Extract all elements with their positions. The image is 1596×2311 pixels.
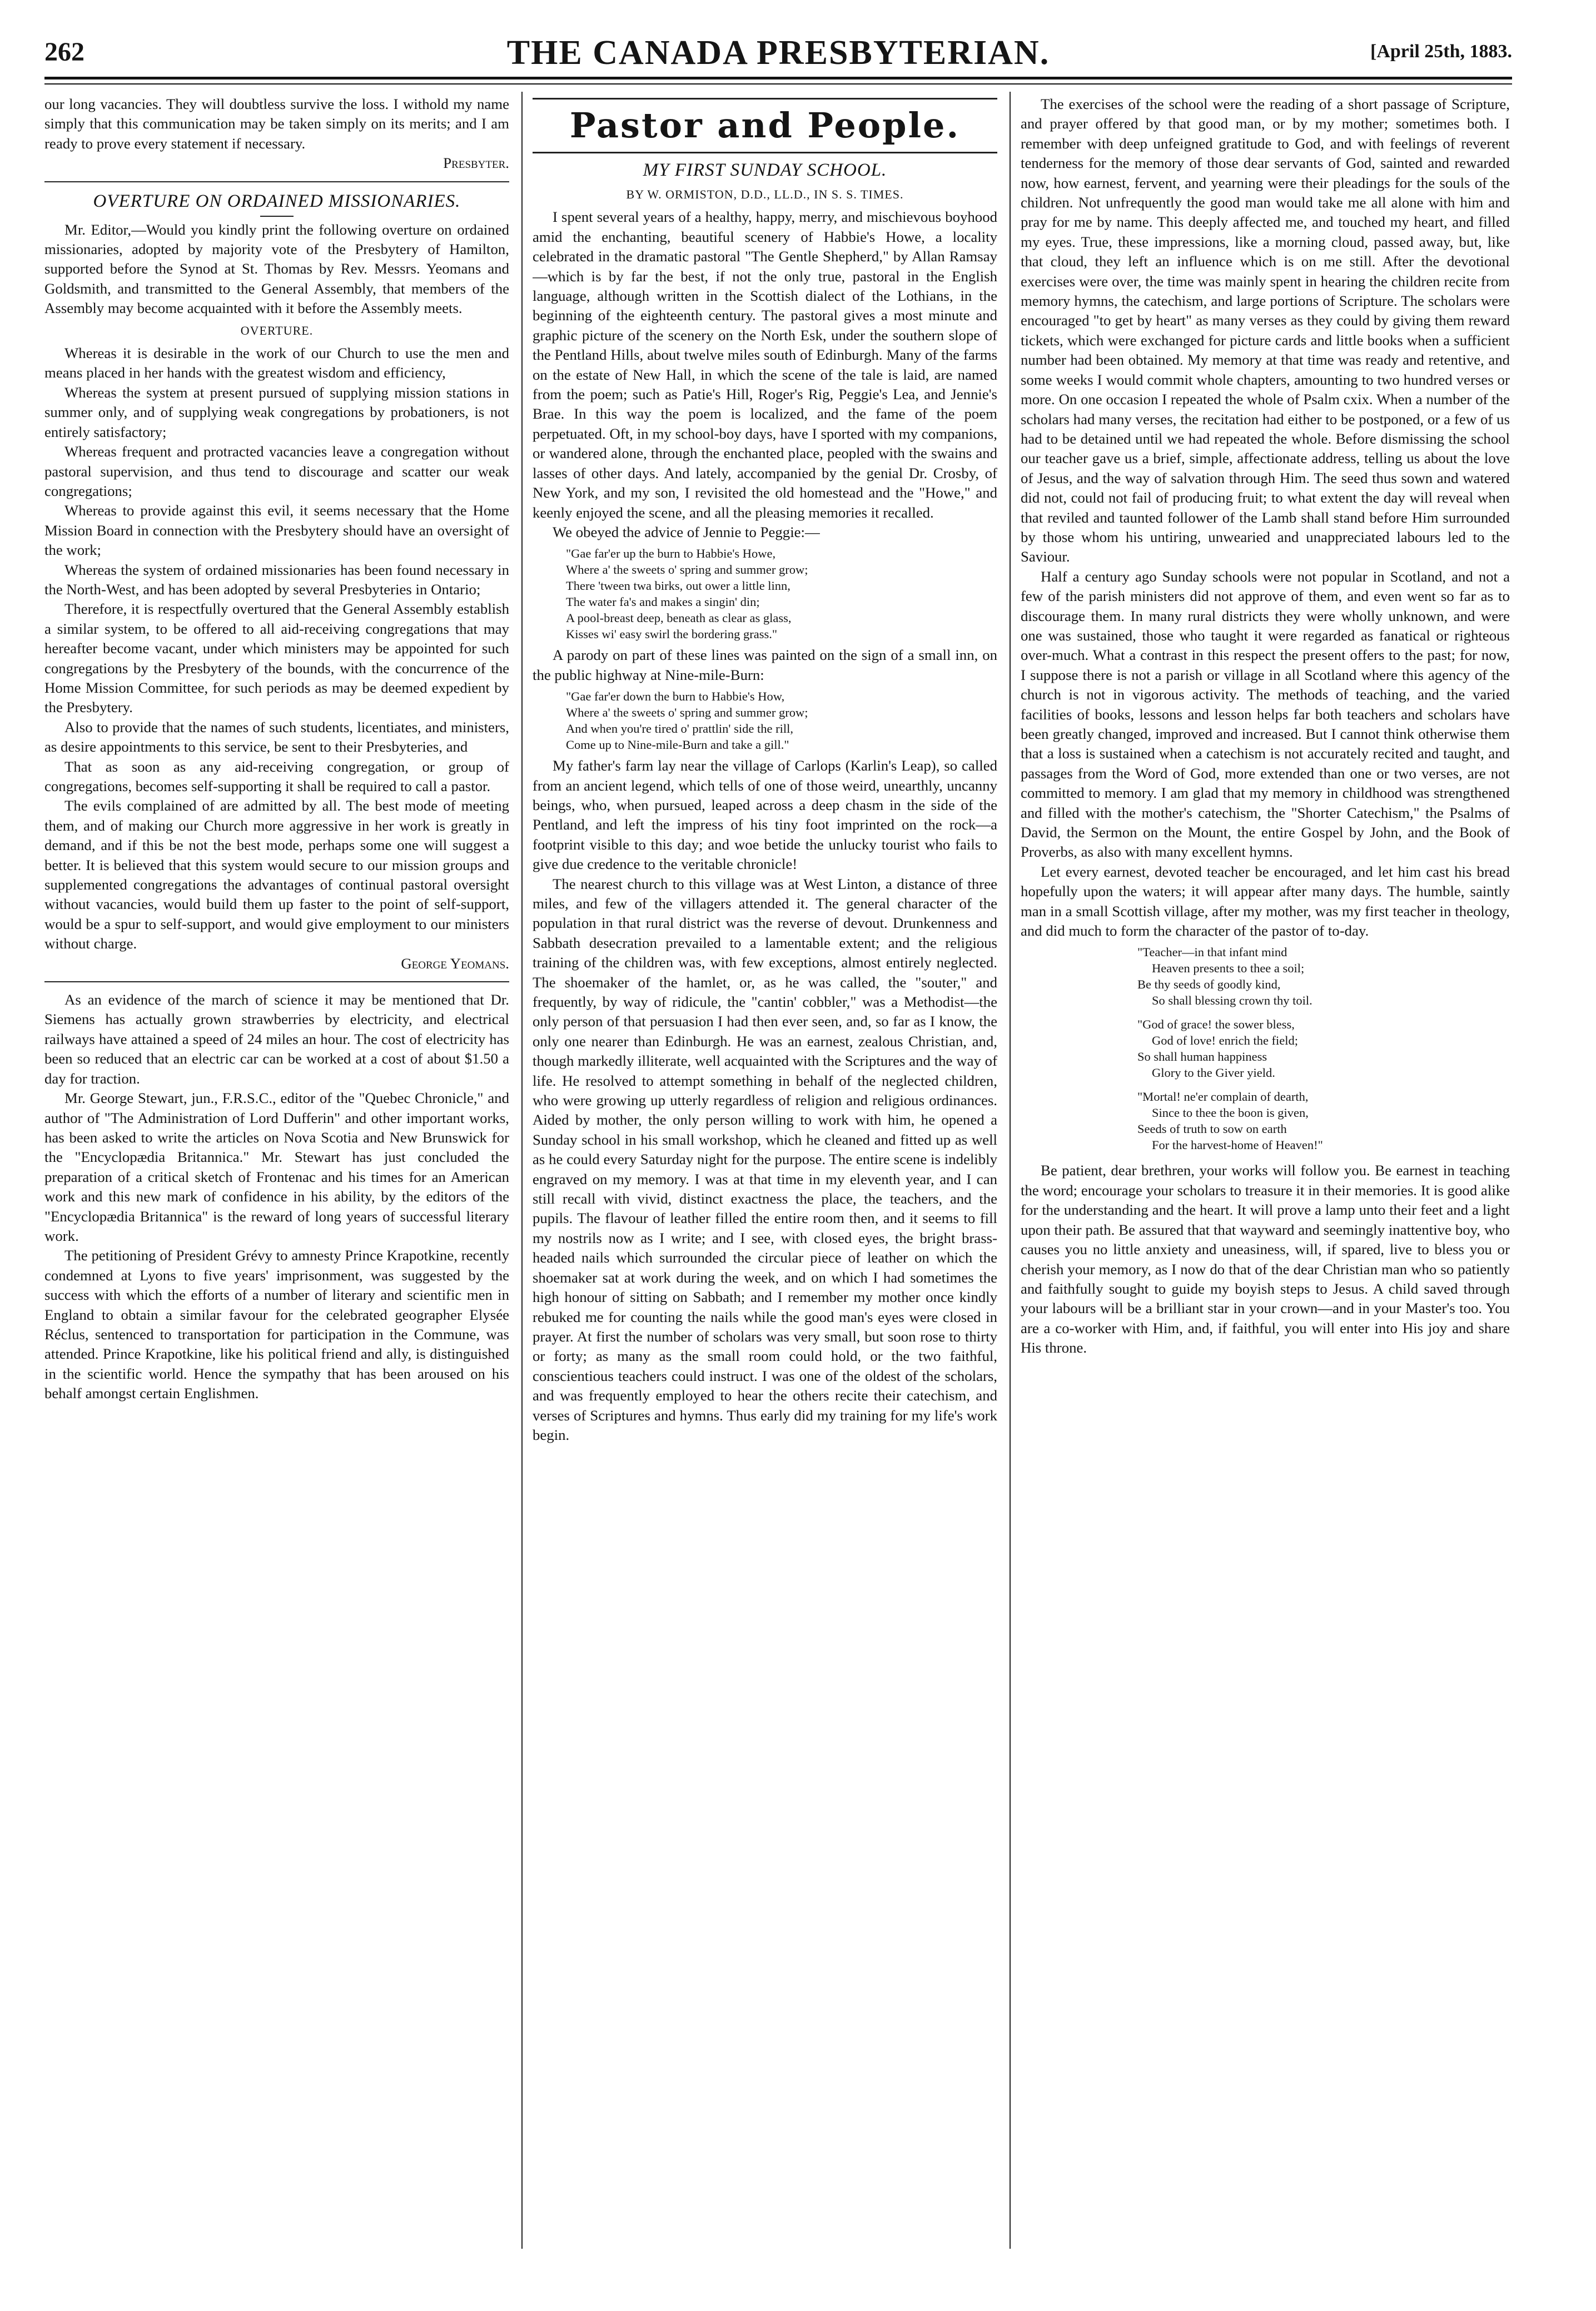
article-paragraph: Whereas to provide against this evil, it seems necessary that the Home Mission Board in connection with the Presbytery should have an oversight of the work; [44,502,509,559]
article-paragraph: My father's farm lay near the village of Carlops (Karlin's Leap), so called from an ancient legend, which tells of one of those weird, unearthly, uncanny beings, who, when pursued, leaped across a deep chasm in the side of the Pentland, and left the impress of his tiny foot imprinted on the rock—a footprint visible to this day; and woe betide the unlucky tourist who fails to give due credence to the veritable chronicle! [533,757,997,873]
article-paragraph: The nearest church to this village was at West Linton, a distance of three miles, and few of the villagers attended it. The general character of the population in that rural district was the reverse of devout. Drunkenness and Sabbath desecration prevailed to a lamentable extent; and the religious training of the children was, with few exceptions, almost entirely neglected. The shoemaker of the hamlet, or, as he was called, the "souter," and frequently, by way of ridicule, the "cantin' cobbler," was a Methodist—the only person of that persuasion I had then ever seen, and, so far as I know, the only one nearer than Edinburgh. He was an earnest, zealous Christian, and, though markedly illiterate, well acquainted with the Scriptures and the way of life. He resolved to attempt something in behalf of the neglected children, who were growing up utterly regardless of religion and religious ordinances. Aided by mother, the only person willing to work with him, he opened a Sunday school in his small workshop, which he cleaned and fitted up as well as he could every Saturday night for the purpose. The entire scene is indelibly engraved on my memory. I was at that time in my eleventh year, and I can still recall with vivid, distinct exactness the place, the teachers, and the pupils. The flavour of leather filled the entire room then, and it seems to fill my nostrils now as I write; and I see, with closed eyes, the bright brass-headed nails which surrounded the circular piece of leather on which the shoemaker sat at work during the week, and on which I had sometimes the high honour of sitting on Sabbath; and I remember my mother once kindly rebuked me for counting the nails while the good man's eyes were closed in prayer. At first the number of scholars was very small, but soon rose to thirty or forty; as many as the small room could hold, or the two faithful, conscientious teachers could instruct. I was one of the oldest of the scholars, and was frequently employed to hear the others recite their catechism, and verses of Scriptures and hymns. Thus early did my training for my life's work begin. [533,875,997,1443]
article-paragraph: Mr. George Stewart, jun., F.R.S.C., editor of the "Quebec Chronicle," and author of "The Administration of Lord Dufferin" and other important works, has been asked to write the articles on Nova Scotia and New Brunswick for the "Encyclopædia Britannica." Mr. Stewart has just concluded the preparation of a critical sketch of Frontenac and his times for an American work and this new mark of confidence in his ability, by the editors of the "Encyclopædia Britannica" is the reward of long years of successful literary work. [44,1090,509,1244]
verse-line: "Teacher—in that infant mind [1137,945,1287,960]
publication-title: THE CANADA PRESBYTERIAN. [506,34,1050,72]
verse-line: Since to thee the boon is given, [1152,1106,1309,1120]
column-middle [533,95,997,2252]
article-paragraph: Mr. Editor,—Would you kindly print the following overture on ordained missionaries, adopted by majority vote of the Presbytery of Hamilton, supported before the Synod at St. Thomas by Rev. Messrs. Yeomans and Goldsmith, and transmitted to the General Assembly, that members of the Assembly may become acquainted with it before the Assembly meets. [44,221,509,317]
verse-line: "Gae far'er up the burn to Habbie's Howe, [566,546,776,561]
verse-line: Kisses wi' easy swirl the bordering grass." [566,627,778,642]
article-paragraph: Also to provide that the names of such students, licentiates, and ministers, as desire appointments to this service, be sent to their Presbyteries, and [44,718,509,756]
verse-line: "Mortal! ne'er complain of dearth, [1137,1090,1309,1104]
column-left [44,95,509,2252]
verse-block [1021,944,1510,1008]
column-rule-1 [521,92,523,2249]
verse-line: God of love! enrich the field; [1152,1033,1299,1048]
verse-block [533,688,997,753]
verse-line: Where a' the sweets o' spring and summer grow; [566,705,808,720]
article-paragraph: The exercises of the school were the reading of a short passage of Scripture, and prayer offered by that good man, or by my mother; sometimes both. I remember with deep unfeigned gratitude to God, and with feelings of reverent tenderness for the memory of those dear servants of God, sainted and rewarded now, how earnest, fervent, and yearning were their pleadings for the souls of the children. Not unfrequently the good man would take me all alone with him and pray for me by name. This deeply affected me, and touched my heart, and filled my eyes. True, these impressions, like a morning cloud, passed away, but, like that cloud, they left an influence which is on me still. After the devotional exercises were over, the time was mainly spent in hearing the children recite from memory hymns, the catechism, and large portions of Scripture. The scholars were encouraged "to get by heart" as many verses as they could by giving them reward tickets, which were exchanged for picture cards and little books when a sufficient number had been obtained. My memory at that time was ready and retentive, and some weeks I would commit whole chapters, amounting to two hundred verses or more. On one occasion I repeated the whole of Psalm cxix. When a number of the scholars had many verses, the recitation had either to be postponed, or a few of us had to be detained until we had repeated the whole. Before dismissing the school our teacher gave us a brief, simple, affectionate address, telling us about the love of Jesus, and the way of salvation through Him. The seed thus sown and watered did not, could not fail of producing fruit; to what extent the day will reveal when that reviled and taunted follower of the Lamb shall stand before Him surrounded by those whom his untiring, unwearied and unappreciated labours led to the Saviour. [1021,96,1510,565]
article-paragraph: As an evidence of the march of science it may be mentioned that Dr. Siemens has actually grown strawberries by electricity, and electrical railways have attained a speed of 24 miles an hour. The cost of electricity has been so reduced that an electric car can be worked at a cost of about $1.50 a day for traction. [44,991,509,1087]
header-rule [44,77,1512,79]
article-title: MY FIRST SUNDAY SCHOOL. [643,160,887,180]
verse-line: Glory to the Giver yield. [1152,1066,1275,1080]
article-paragraph: Whereas the system of ordained missionaries has been found necessary in the North-West, and has been adopted by several Presbyteries in Ontario; [44,561,509,598]
article-paragraph: Be patient, dear brethren, your works will follow you. Be earnest in teaching the word; encourage your scholars to treasure it in their memories. It is good alike for the understanding and the heart. It will prove a lamp unto their feet and a light upon their path. Be assured that that wayward and seemingly inattentive boy, who causes you no little anxiety and uneasiness, will, if spared, live to bless you or cherish your memory, as I now do that of the dear Christian man who so patiently and faithfully sought to guide my boyish steps to Jesus. A child saved through your labours will be a brilliant star in your crown—and in your Master's too. You are a co-worker with Him, and, if faithful, you will enter into His joy and share His throne. [1021,1162,1510,1356]
header-rule-thin [44,83,1512,85]
verse-line: Seeds of truth to sow on earth [1137,1122,1287,1136]
column-right [1021,95,1510,2252]
section-heading: Pastor and People. [533,98,997,153]
article-paragraph: Whereas it is desirable in the work of our Church to use the men and means placed in her hands with the greatest wisdom and efficiency, [44,345,509,381]
verse-line: "Gae far'er down the burn to Habbie's How, [566,689,785,704]
verse-line: There 'tween twa birks, out ower a little linn, [566,579,790,593]
article-paragraph: The petitioning of President Grévy to amnesty Prince Krapotkine, recently condemned at Lyons to five years' imprisonment, was suggested by the success with which the efforts of a number of literary and scientific men in England to obtain a similar favour for the celebrated geographer Elysée Réclus, sentenced to transportation for participation in the Commune, was attended. Prince Krapotkine, like his political friend and ally, is distinguished in the scientific world. Hence the sympathy that has been aroused on his behalf amongst certain Englishmen. [44,1247,509,1402]
article-paragraph: We obeyed the advice of Jennie to Peggie:— [553,523,820,540]
subheading: OVERTURE. [240,323,314,337]
verse-line: Be thy seeds of goodly kind, [1137,977,1281,992]
article-paragraph: Let every earnest, devoted teacher be encouraged, and let him cast his bread hopefully upon the waters; it will appear after many days. The humble, saintly man in a small Scottish village, after my mother, was my first teacher in theology, and did much to form the character of the pastor of to-day. [1021,863,1510,940]
article-paragraph: Whereas the system at present pursued of supplying mission stations in summer only, and of supplying weak congregations by probationers, is not entirely satisfactory; [44,384,509,440]
verse-block [533,545,997,642]
article-paragraph: That as soon as any aid-receiving congregation, or group of congregations, becomes self-supporting it shall be required to call a pastor. [44,758,509,794]
page-header [44,29,1512,73]
verse-line: "God of grace! the sower bless, [1137,1017,1295,1032]
verse-line: A pool-breast deep, beneath as clear as glass, [566,611,792,625]
verse-block [1021,1016,1510,1081]
verse-line: So shall blessing crown thy toil. [1152,993,1312,1008]
column-rule-2 [1010,92,1011,2249]
page-number: 262 [44,37,84,67]
article-paragraph: The evils complained of are admitted by all. The best mode of meeting them, and of making our Church more aggressive in her work is greatly in demand, and if this be not the best mode, perhaps some one will suggest a better. It is believed that this system would secure to our mission groups and supplemented congregations the advantages of continual pastoral oversight without vacancies, would build them up faster to the point of self-support, would be a spur to self-support, and would give employment to our ministers without charge. [44,797,509,952]
verse-line: Heaven presents to thee a soil; [1152,961,1305,976]
article-paragraph: I spent several years of a healthy, happy, merry, and mischievous boyhood amid the enchanting, beautiful scenery of Habbie's Howe, a locality celebrated in the dramatic pastoral "The Gentle Shepherd," by Allan Ramsay—which is by far the best, if not the only true, pastoral in the English language, although written in the Scottish dialect of the Lothians, in the beginning of the eighteenth century. The pastoral gives a most minute and graphic picture of the scenery on the North Esk, under the southern slope of the Pentland Hills, about twelve miles south of Edinburgh. Many of the farms on the estate of New Hall, in which the scene of the tale is laid, are named from the poem; such as Patie's Hill, Roger's Rig, Peggie's Lea, and Jennie's Brae. In this way the poem is localized, and the fame of the poem perpetuated. Oft, in my school-boy days, have I sported with my companions, or wandered alone, through the enchanted place, peopled with the swains and lasses of other days. And lately, accompanied by the genial Dr. Crosby, of New York, and my son, I revisited the old homestead and the "Howe," and keenly enjoyed the scene, and all the pleasing memories it recalled. [533,208,997,521]
verse-block [1021,1089,1510,1153]
verse-line: Come up to Nine-mile-Burn and take a gill." [566,738,789,752]
issue-date: [April 25th, 1883. [1370,41,1512,62]
article-paragraph: Whereas frequent and protracted vacancies leave a congregation without pastoral supervision, and thus tend to discourage and scatter our weak congregations; [44,443,509,499]
heading-rule [260,216,294,217]
signature: Presbyter. [443,155,509,172]
verse-line: So shall human happiness [1137,1050,1267,1064]
byline: BY W. ORMISTON, D.D., LL.D., IN S. S. TIMES. [626,187,904,201]
article-separator [44,181,509,182]
signature: George Yeomans. [401,955,509,972]
verse-line: The water fa's and makes a singin' din; [566,595,760,609]
article-paragraph: our long vacancies. They will doubtless survive the loss. I withold my name simply that this communication may be taken simply on its merits; and I am ready to prove every statement if necessary. [44,96,509,152]
verse-line: And when you're tired o' prattlin' side the rill, [566,722,793,736]
verse-line: Where a' the sweets o' spring and summer grow; [566,563,808,577]
article-paragraph: Therefore, it is respectfully overtured that the General Assembly establish a similar system, to be offered to all aid-receiving congregations that may hereafter become vacant, under which ministers may be appointed for such congregations by the Presbytery of the bounds, with the concurrence of the Home Mission Committee, for such periods as may be deemed expedient by the Presbytery. [44,600,509,716]
article-paragraph: A parody on part of these lines was painted on the sign of a small inn, on the public highway at Nine-mile-Burn: [533,647,997,683]
verse-line: For the harvest-home of Heaven!" [1152,1138,1323,1152]
article-paragraph: Half a century ago Sunday schools were not popular in Scotland, and not a few of the parish ministers did not approve of them, and even went so far as to discourage them. In many rural districts they were wholly unknown, and were one was sustained, those who taught it were regarded as fanatical or righteous over-much. What a contrast in this respect the present offers to the past; for now, I suppose there is not a parish or village in all Scotland where this agency of the church is not in vigorous activity. The methods of teaching, and the varied facilities of books, lessons and lesson helps far both teachers and scholars have been greatly changed, improved and increased. But I cannot think otherwise them that a loss is sustained when a catechism is not accurately recited and taught, and passages from the Word of God, more extended than one or two verses, are not committed to memory. I am glad that my memory in childhood was strengthened and filled with the mother's catechism, the "Shorter Catechism," the Psalms of David, the Sermon on the Mount, the entire Gospel by John, and the Book of Proverbs, as also with many excellent hymns. [1021,568,1510,861]
article-heading: OVERTURE ON ORDAINED MISSIONARIES. [93,191,461,211]
article-separator [44,981,509,982]
